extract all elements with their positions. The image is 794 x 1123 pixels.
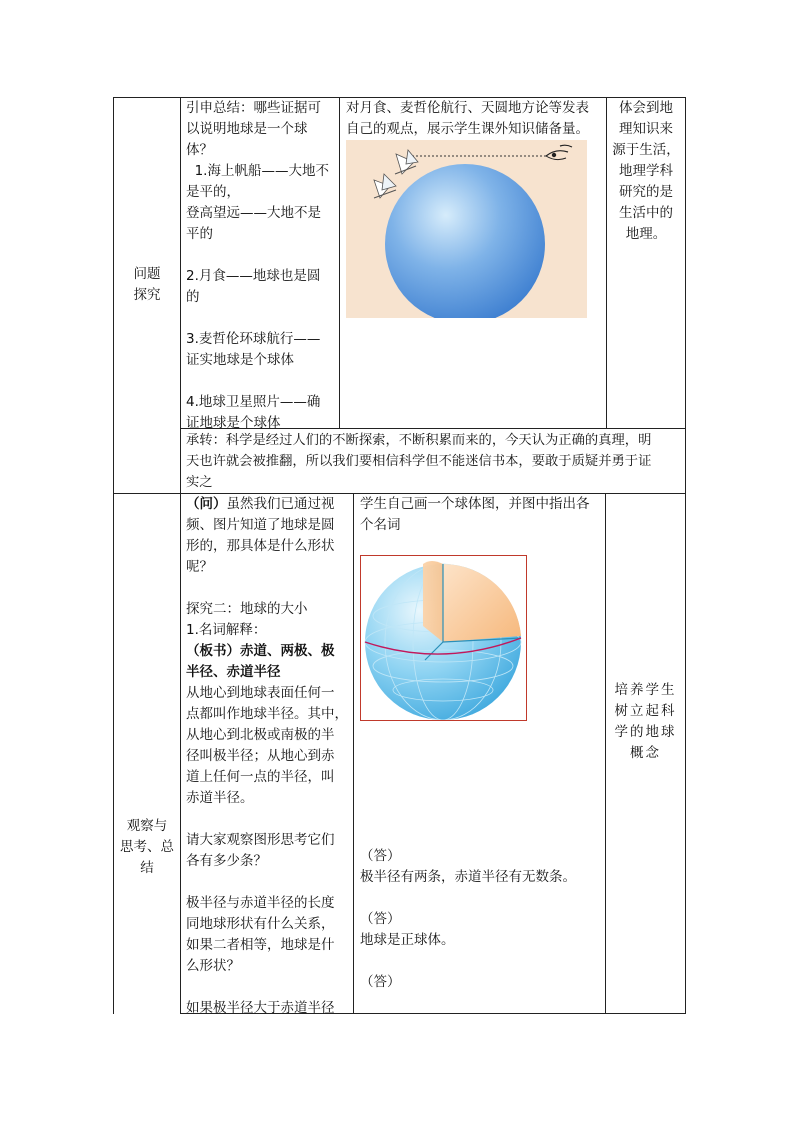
row2-section-label: 观察与 思考、总 结 bbox=[120, 818, 174, 876]
globe-ships-illustration bbox=[346, 140, 587, 318]
earth-radius-figure bbox=[360, 555, 527, 721]
table-right-border bbox=[685, 97, 686, 1014]
row2-col-divider-2 bbox=[353, 493, 354, 1014]
row2-answers: （答） 极半径有两条，赤道半径有无数条。 （答） 地球是正球体。 （答） bbox=[360, 848, 576, 990]
row1-student-activity: 对月食、麦哲伦航行、天圆地方论等发表 自己的观点，展示学生课外知识储备量。 bbox=[346, 100, 589, 137]
row1-teacher-activity: 引申总结：哪些证据可 以说明地球是一个球 体？ 1.海上帆船——大地不 是平的， 登高望远——大地不是 平的 2.月食——地球也是圆 的 3.麦哲伦环球航行—— 证实地球是个球体 4.地球卫星照片——确 证地球是个球体 bbox=[186, 100, 329, 431]
row1-design-intent: 体会到地 理知识来 源于生活， 地理学科 研究的是 生活中的 地理。 bbox=[612, 100, 680, 242]
sphere-cutaway-illustration bbox=[361, 556, 526, 720]
globe-sphere bbox=[385, 164, 545, 318]
row2-student-task: 学生自己画一个球体图，并图中指出各 个名词 bbox=[360, 496, 590, 533]
row1-col-divider-2 bbox=[339, 97, 340, 428]
row2-col-divider-1 bbox=[180, 493, 181, 1014]
row2-design-intent: 培养学生 树立起科 学的地球 概念 bbox=[614, 682, 677, 761]
row2-teacher-activity: （问）虽然我们已通过视 频、图片知道了地球是圆 形的，那具体是什么形状 呢？ 探究二：地球的大小 1.名词解释： （板书）赤道、两极、极 半径、赤道半径 从地心到地球表面任何一 点都叫作地球半径。其中， 从地心到北极或南极的半 径叫极半径；从地心到赤 道上任何一点的半径，叫 赤道半径。 请大家观察图形思考它们 各有多少条？ 极半径与赤道半径的长度 同地球形状有什么关系， 如果二者相等，地球是什 么形状？ 如果极半径大于赤道半径 bbox=[186, 496, 348, 1016]
row1-section-label: 问题 探究 bbox=[133, 266, 161, 303]
row1-transition-text: 承转：科学是经过人们的不断探索，不断积累而来的，今天认为正确的真理，明 天也许就会被推翻，所以我们要相信科学但不能迷信书本，要敢于质疑并勇于证 实之 bbox=[186, 433, 652, 490]
row1-col-divider-1 bbox=[180, 97, 181, 493]
globe-ships-figure bbox=[346, 140, 587, 318]
cutaway-face-vertical bbox=[443, 564, 521, 642]
